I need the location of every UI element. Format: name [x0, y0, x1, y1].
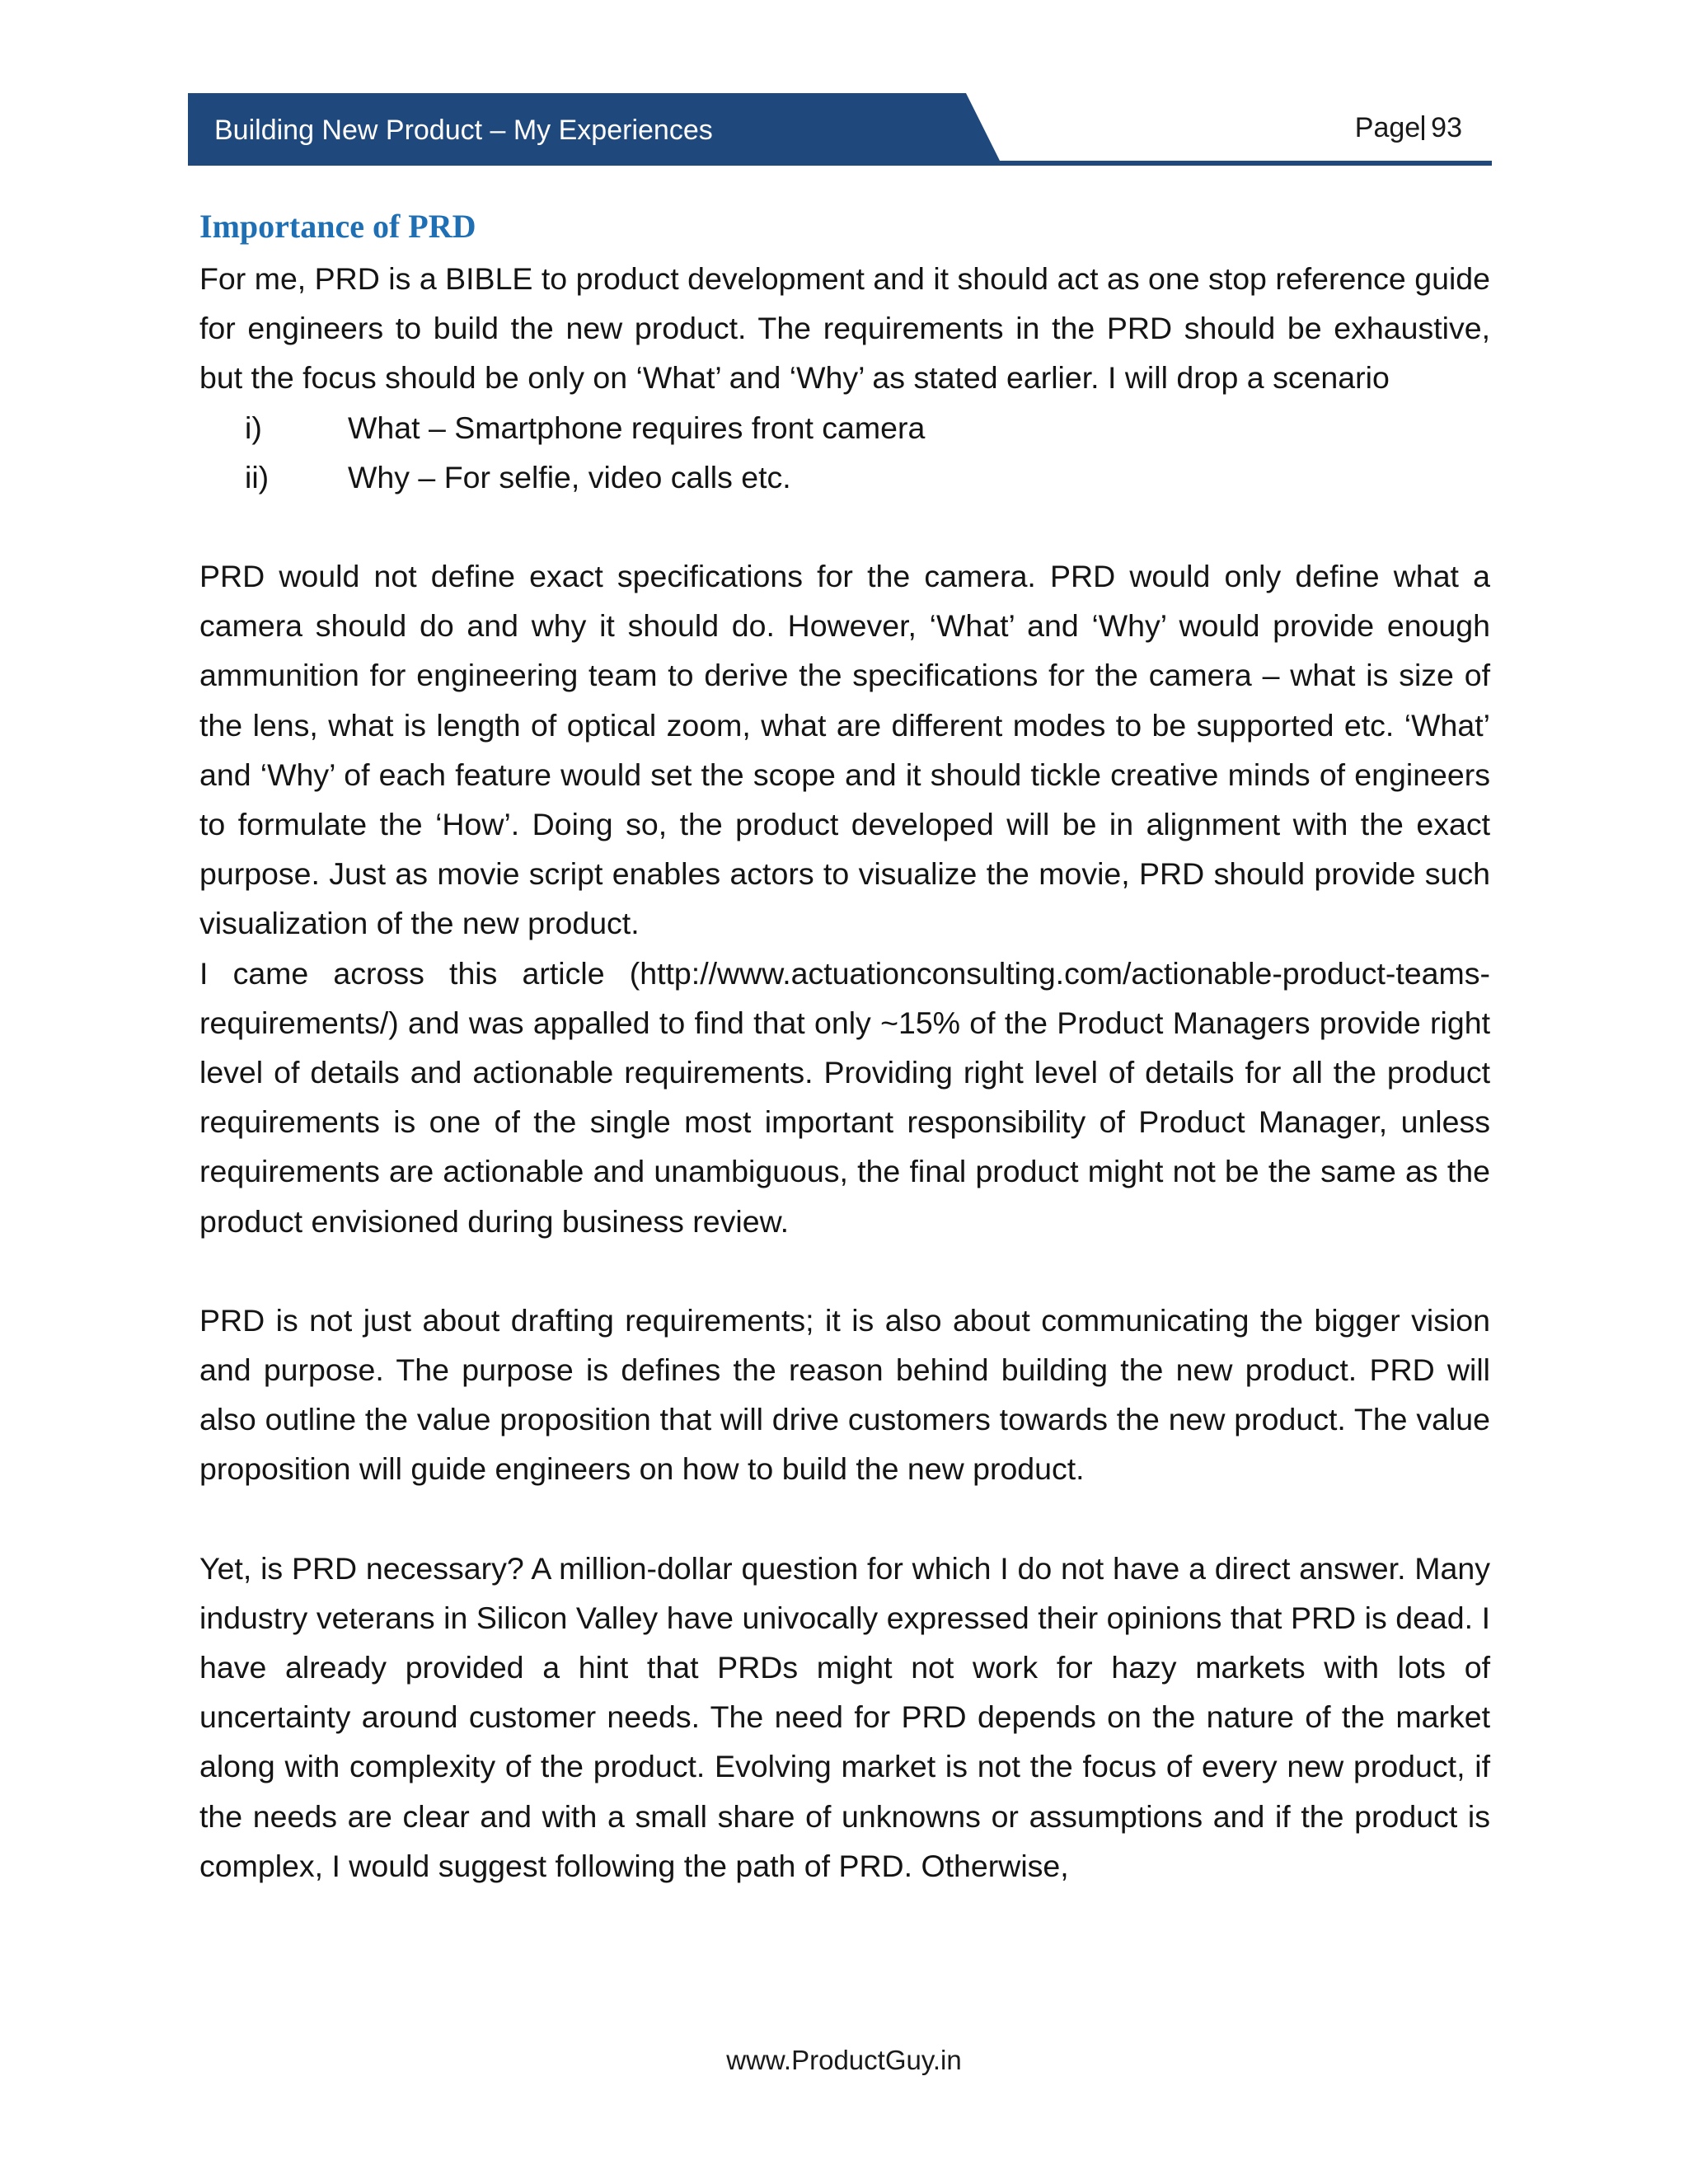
- page-separator: [1422, 115, 1424, 140]
- page-number-value: 93: [1431, 112, 1462, 143]
- list-item-text: Why – For selfie, video calls etc.: [348, 459, 791, 494]
- page-number: [1355, 111, 1462, 144]
- page-footer: [0, 2044, 1688, 2077]
- list-item-text: What – Smartphone requires front camera: [348, 410, 926, 445]
- list-item-number: i): [245, 410, 262, 445]
- list-item: [199, 452, 1490, 502]
- vision-paragraph: PRD is not just about drafting requirements; it is also about communicating the bigger vision and purpose. The purpose is defines the reason behind building the new product. PRD will also outline the value proposition that will drive customers towards the new product. The value proposition will guide engineers on how to build the new product.: [199, 1302, 1490, 1487]
- list-item: [199, 403, 1490, 452]
- header-rule: [188, 161, 1492, 166]
- header-title: Building New Product – My Experiences: [214, 115, 713, 146]
- page-header: [188, 93, 1492, 167]
- scenario-list: [199, 403, 1490, 502]
- intro-paragraph: For me, PRD is a BIBLE to product development and it should act as one stop reference guide for engineers to build the new product. The requirements in the PRD should be exhaustive, but the focus should be only on ‘What’ and ‘Why’ as stated earlier. I will drop a scenario: [199, 261, 1490, 396]
- paragraph-gap: [199, 502, 1490, 551]
- paragraph-gap: [199, 1246, 1490, 1296]
- footer-website: www.ProductGuy.in: [726, 2045, 962, 2075]
- article-paragraph: I came across this article (http://www.actuationconsulting.com/actionable-product-teams-requirements/) and was appalled to find that only ~15% of the Product Managers provide right level of details and actionable requirements. Providing right level of details for all the product requirements is one of the single most important responsibility of Product Manager, unless requirements are actionable and unambiguous, the final product might not be the same as the product envisioned during business review.: [199, 955, 1490, 1239]
- section-heading: Importance of PRD: [199, 208, 476, 245]
- prd-necessary-paragraph: Yet, is PRD necessary? A million-dollar question for which I do not have a direct answer. Many industry veterans in Silicon Valley have univocally expressed their opinions that PRD is dead. I have already provided a hint that PRDs might not work for hazy markets with lots of uncertainty around customer needs. The need for PRD depends on the nature of the market along with complexity of the product. Evolving market is not the focus of every new product, if the needs are clear and with a small share of unknowns or assumptions and if the product is complex, I would suggest following the path of PRD. Otherwise,: [199, 1550, 1490, 1883]
- page-body: [199, 199, 1490, 1891]
- page-label: Page: [1354, 112, 1421, 143]
- list-item-number: ii): [245, 459, 270, 494]
- camera-specifications-paragraph: PRD would not define exact specifications for the camera. PRD would only define what a camera should do and why it should do. However, ‘What’ and ‘Why’ would provide enough ammunition for engineering team to derive the specifications for the camera – what is size of the lens, what is length of optical zoom, what are different modes to be supported etc. ‘What’ and ‘Why’ of each feature would set the scope and it should tickle creative minds of engineers to formulate the ‘How’. Doing so, the product developed will be in alignment with the exact purpose. Just as movie script enables actors to visualize the movie, PRD should provide such visualization of the new product.: [199, 559, 1490, 941]
- paragraph-gap: [199, 1494, 1490, 1544]
